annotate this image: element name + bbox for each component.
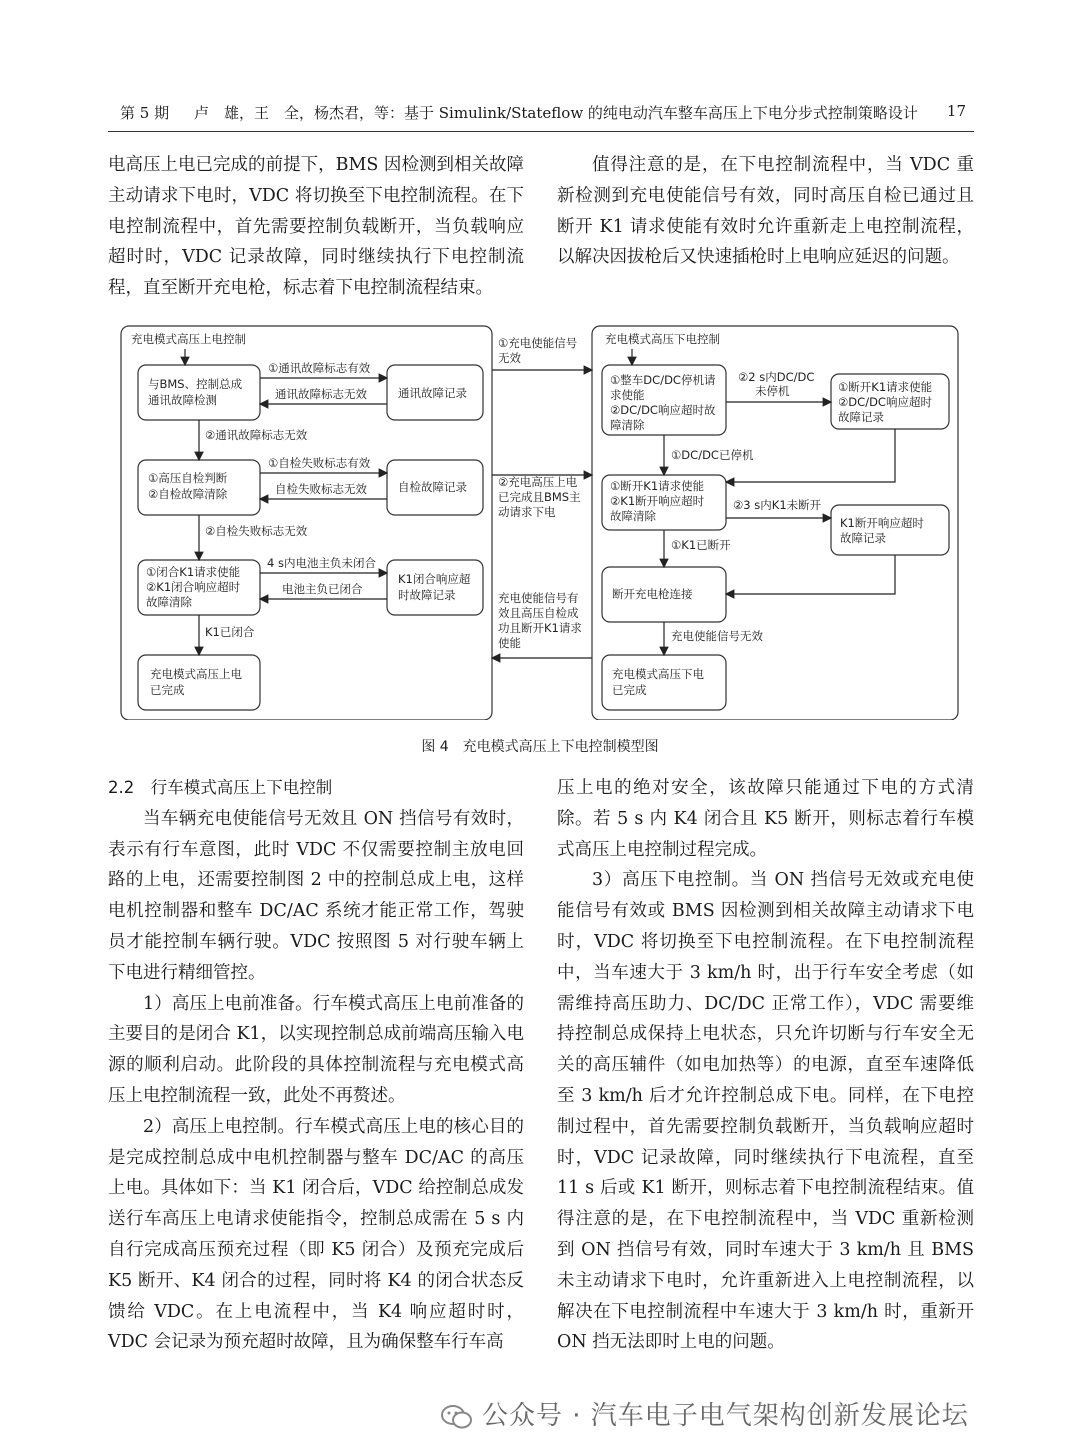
label: ①充电使能信号 xyxy=(498,336,578,350)
paragraph: 3）高压下电控制。当 ON 挡信号无效或充电使能信号有效或 BMS 因检测到相关故障主动请求下电时，VDC 将切换至下电控制流程。在下电控制流程中，当车速大于 3 km/h 时，出于行车安全考虑（如需维持高压助力、DC/DC 正常工作），VDC 需要维持控制总成保持上电状态，只允许切断与行车安全无关的高压辅件（如电加热等）的电源，直至车速降低至 3 km/h 后才允许控制总成下电。同样，在下电控制过程中，首先需要控制负载断开，当负载响应超时时，VDC 记录故障，同时继续执行下电流程，直至 11 s 后或 K1 断开，则标志着下电控制流程结束。值得注意的是，在下电控制流程中，当 VDC 重新检测到 ON 挡信号有效，同时车速大于 3 km/h 且 BMS 未主动请求下电时，允许重新进入上电控制流程，以解决在下电控制流程中车速大于 3 km/h 时，重新开 ON 挡无法即时上电的问题。 xyxy=(557,870,974,1353)
running-header xyxy=(108,98,974,128)
label: 电池主负已闭合 xyxy=(282,582,363,596)
label: 障清除 xyxy=(610,418,645,432)
label: 故障记录 xyxy=(840,531,886,545)
label: ②自检失败标志无效 xyxy=(205,524,308,538)
label: ①K1已断开 xyxy=(671,538,731,552)
label: 已完成且BMS主 xyxy=(498,490,581,504)
label: 无效 xyxy=(498,351,521,365)
left-panel-title: 充电模式高压上电控制 xyxy=(131,332,246,346)
label: ①通讯故障标志有效 xyxy=(268,361,371,375)
bottom-left-column xyxy=(108,773,524,1358)
label: 通讯故障记录 xyxy=(398,386,467,400)
label: 自检故障记录 xyxy=(398,480,467,494)
label: ②2 s内DC/DC xyxy=(738,370,815,384)
label: K1断开响应超时 xyxy=(840,516,924,530)
figure-4-diagram xyxy=(0,320,1080,720)
paragraph: 电高压上电已完成的前提下，BMS 因检测到相关故障主动请求下电时，VDC 将切换至下电控制流程。在下电控制流程中，首先需要控制负载断开，当负载响应超时时，VDC 记录故障，同时继续执行下电控制流程，直至断开充电枪，标志着下电控制流程结束。 xyxy=(108,155,524,299)
label: ②K1闭合响应超时 xyxy=(146,580,241,594)
label: ②3 s内K1未断开 xyxy=(733,498,822,512)
label: ②充电高压上电 xyxy=(498,475,578,489)
label: 故障清除 xyxy=(610,509,656,523)
label: ①断开K1请求使能 xyxy=(838,380,933,394)
paragraph: 压上电的绝对安全，该故障只能通过下电的方式清除。若 5 s 内 K4 闭合且 K5 断开，则标志着行车模式高压上电控制过程完成。 xyxy=(557,778,974,860)
label: 时故障记录 xyxy=(398,588,456,602)
box-k1-open-err xyxy=(831,505,949,555)
wechat-icon xyxy=(440,1403,474,1431)
paragraph: 当车辆充电使能信号无效且 ON 挡信号有效时，表示有行车意图，此时 VDC 不仅需要控制主放电回路的上电，还需要控制图 2 中的控制总成上电，这样电机控制器和整车 DC/AC 系统才能正常工作，驾驶员才能控制车辆行驶。VDC 按照图 5 对行驶车辆上下电进行精细管控。 xyxy=(108,808,524,983)
watermark-text: 公众号 · 汽车电子电气架构创新发展论坛 xyxy=(482,1401,969,1431)
label: 动请求下电 xyxy=(498,505,556,519)
label: ①整车DC/DC停机请 xyxy=(610,373,716,387)
label: 充电模式高压上电 xyxy=(150,667,242,681)
label: 故障记录 xyxy=(838,410,884,424)
paragraph: 值得注意的是，在下电控制流程中，当 VDC 重新检测到充电使能信号有效，同时高压自检已通过且断开 K1 请求使能有效时允许重新走上电控制流程，以解决因拔枪后又快速插枪时上电响应延迟的问题。 xyxy=(557,155,974,268)
label: ②DC/DC响应超时故 xyxy=(610,403,716,417)
label: K1已闭合 xyxy=(205,625,255,639)
label: ①高压自检判断 xyxy=(148,471,228,485)
label: 功且断开K1请求 xyxy=(498,621,582,635)
label: 断开充电枪连接 xyxy=(612,587,693,601)
section-heading: 2.2 行车模式高压上下电控制 xyxy=(108,778,333,797)
bottom-right-column xyxy=(557,773,974,1358)
label: 4 s内电池主负未闭合 xyxy=(267,556,376,570)
label: ①自检失败标志有效 xyxy=(268,456,371,470)
watermark xyxy=(440,1395,969,1432)
paragraph: 2）高压上电控制。行车模式高压上电的核心目的是完成控制总成中电机控制器与整车 DC/AC 的高压上电。具体如下：当 K1 闭合后，VDC 给控制总成发送行车高压上电请求使能指令，控制总成需在 5 s 内自行完成高压预充过程（即 K5 闭合）及预充完成后 K5 断开、K4 闭合的过程，同时将 K4 的闭合状态反馈给 VDC。在上电流程中，当 K4 响应超时时，VDC 会记录为预充超时故障，且为确保整车行车高 xyxy=(108,1116,524,1353)
label: ②DC/DC响应超时 xyxy=(838,395,932,409)
right-panel-title: 充电模式高压下电控制 xyxy=(605,332,720,346)
label: 与BMS、控制总成 xyxy=(148,377,243,391)
label: 故障清除 xyxy=(146,595,192,609)
label: ②通讯故障标志无效 xyxy=(205,428,308,442)
top-right-column xyxy=(557,150,974,273)
paragraph: 1）高压上电前准备。行车模式高压上电前准备的主要目的是闭合 K1，以实现控制总成前端高压输入电源的顺利启动。此阶段的具体控制流程与充电模式高压上电控制流程一致，此处不再赘述。 xyxy=(108,993,524,1106)
label: 使能 xyxy=(498,636,521,650)
header-rule xyxy=(108,131,974,132)
label: K1闭合响应超 xyxy=(398,572,471,586)
page-number: 17 xyxy=(946,102,966,120)
label: 充电使能信号有 xyxy=(498,591,579,605)
label: 充电使能信号无效 xyxy=(671,629,763,643)
label: 已完成 xyxy=(612,683,647,697)
label: 自检失败标志无效 xyxy=(275,482,367,496)
label: 通讯故障检测 xyxy=(148,393,217,407)
label: ①DC/DC已停机 xyxy=(671,448,754,462)
running-title: 卢 雄，王 全，杨杰君，等：基于 Simulink/Stateflow 的纯电动汽车整车高压上下电分步式控制策略设计 xyxy=(194,104,918,122)
label: ②K1断开响应超时 xyxy=(610,494,705,508)
label: ①断开K1请求使能 xyxy=(610,479,705,493)
figure-caption: 图 4 充电模式高压上下电控制模型图 xyxy=(421,739,659,755)
label: 未停机 xyxy=(755,384,790,398)
label: 通讯故障标志无效 xyxy=(275,387,367,401)
issue-number: 第 5 期 xyxy=(120,104,170,122)
label: 已完成 xyxy=(150,683,185,697)
label: ①闭合K1请求使能 xyxy=(146,565,241,579)
label: 充电模式高压下电 xyxy=(612,667,704,681)
label: 效且高压自检成 xyxy=(498,606,579,620)
label: 求使能 xyxy=(610,388,645,402)
top-left-column xyxy=(108,150,524,304)
label: ②自检故障清除 xyxy=(148,487,228,501)
